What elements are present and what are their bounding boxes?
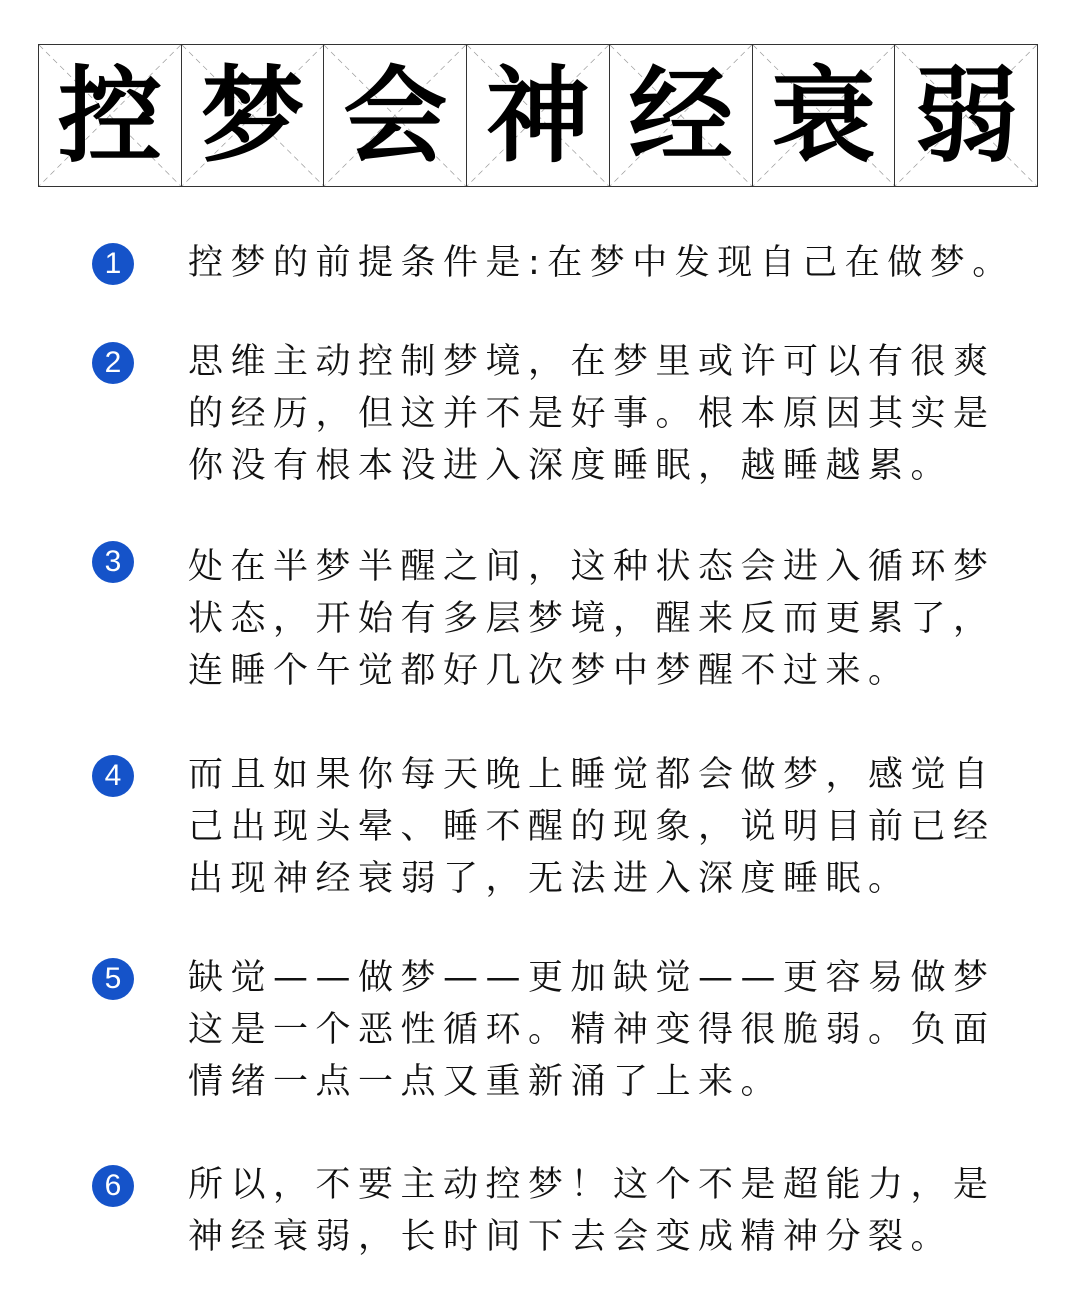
text-line: 控梦的前提条件是:在梦中发现自己在做梦。 — [188, 243, 1015, 283]
text-line: 所以，不要主动控梦！这个不是超能力，是 — [188, 1165, 996, 1205]
text-line: 这是一个恶性循环。精神变得很脆弱。负面 — [188, 1010, 996, 1050]
title-cell — [182, 45, 325, 186]
text-line: 状态，开始有多层梦境，醒来反而更累了， — [188, 599, 996, 639]
item-text — [188, 952, 996, 1108]
item-text — [188, 749, 996, 905]
text-line: 连睡个午觉都好几次梦中梦醒不过来。 — [188, 651, 911, 691]
title-char: 神 — [486, 54, 591, 177]
text-line: 处在半梦半醒之间，这种状态会进入循环梦 — [188, 547, 996, 587]
text-line: 情绪一点一点又重新涌了上来。 — [188, 1062, 784, 1102]
title-char: 经 — [628, 54, 733, 177]
number-badge: 6 — [92, 1165, 134, 1207]
item-text — [188, 1159, 996, 1263]
number-badge: 3 — [92, 541, 134, 583]
text-line: 思维主动控制梦境，在梦里或许可以有很爽 — [188, 342, 996, 382]
number-badge: 4 — [92, 755, 134, 797]
title-cell — [467, 45, 610, 186]
text-line: 己出现头晕、睡不醒的现象，说明目前已经 — [188, 807, 996, 847]
title-cell — [895, 45, 1037, 186]
item-text — [188, 541, 996, 697]
title-char: 控 — [57, 54, 162, 177]
title-cell — [610, 45, 753, 186]
text-line: 神经衰弱，长时间下去会变成精神分裂。 — [188, 1217, 954, 1257]
title-cell — [324, 45, 467, 186]
title-cell — [753, 45, 896, 186]
number-badge: 1 — [92, 243, 134, 285]
title-banner — [38, 44, 1038, 187]
title-cell — [39, 45, 182, 186]
number-badge: 5 — [92, 958, 134, 1000]
text-line: 出现神经衰弱了，无法进入深度睡眠。 — [188, 859, 911, 899]
item-text — [188, 336, 996, 492]
title-char: 弱 — [914, 54, 1019, 177]
text-line: 你没有根本没进入深度睡眠，越睡越累。 — [188, 446, 954, 486]
text-line: 缺觉——做梦——更加缺觉——更容易做梦 — [188, 958, 996, 998]
title-char: 梦 — [200, 54, 305, 177]
text-line: 而且如果你每天晚上睡觉都会做梦，感觉自 — [188, 755, 996, 795]
text-line: 的经历，但这并不是好事。根本原因其实是 — [188, 394, 996, 434]
title-char: 会 — [343, 54, 448, 177]
item-text — [188, 237, 1015, 289]
title-char: 衰 — [771, 54, 876, 177]
number-badge: 2 — [92, 342, 134, 384]
